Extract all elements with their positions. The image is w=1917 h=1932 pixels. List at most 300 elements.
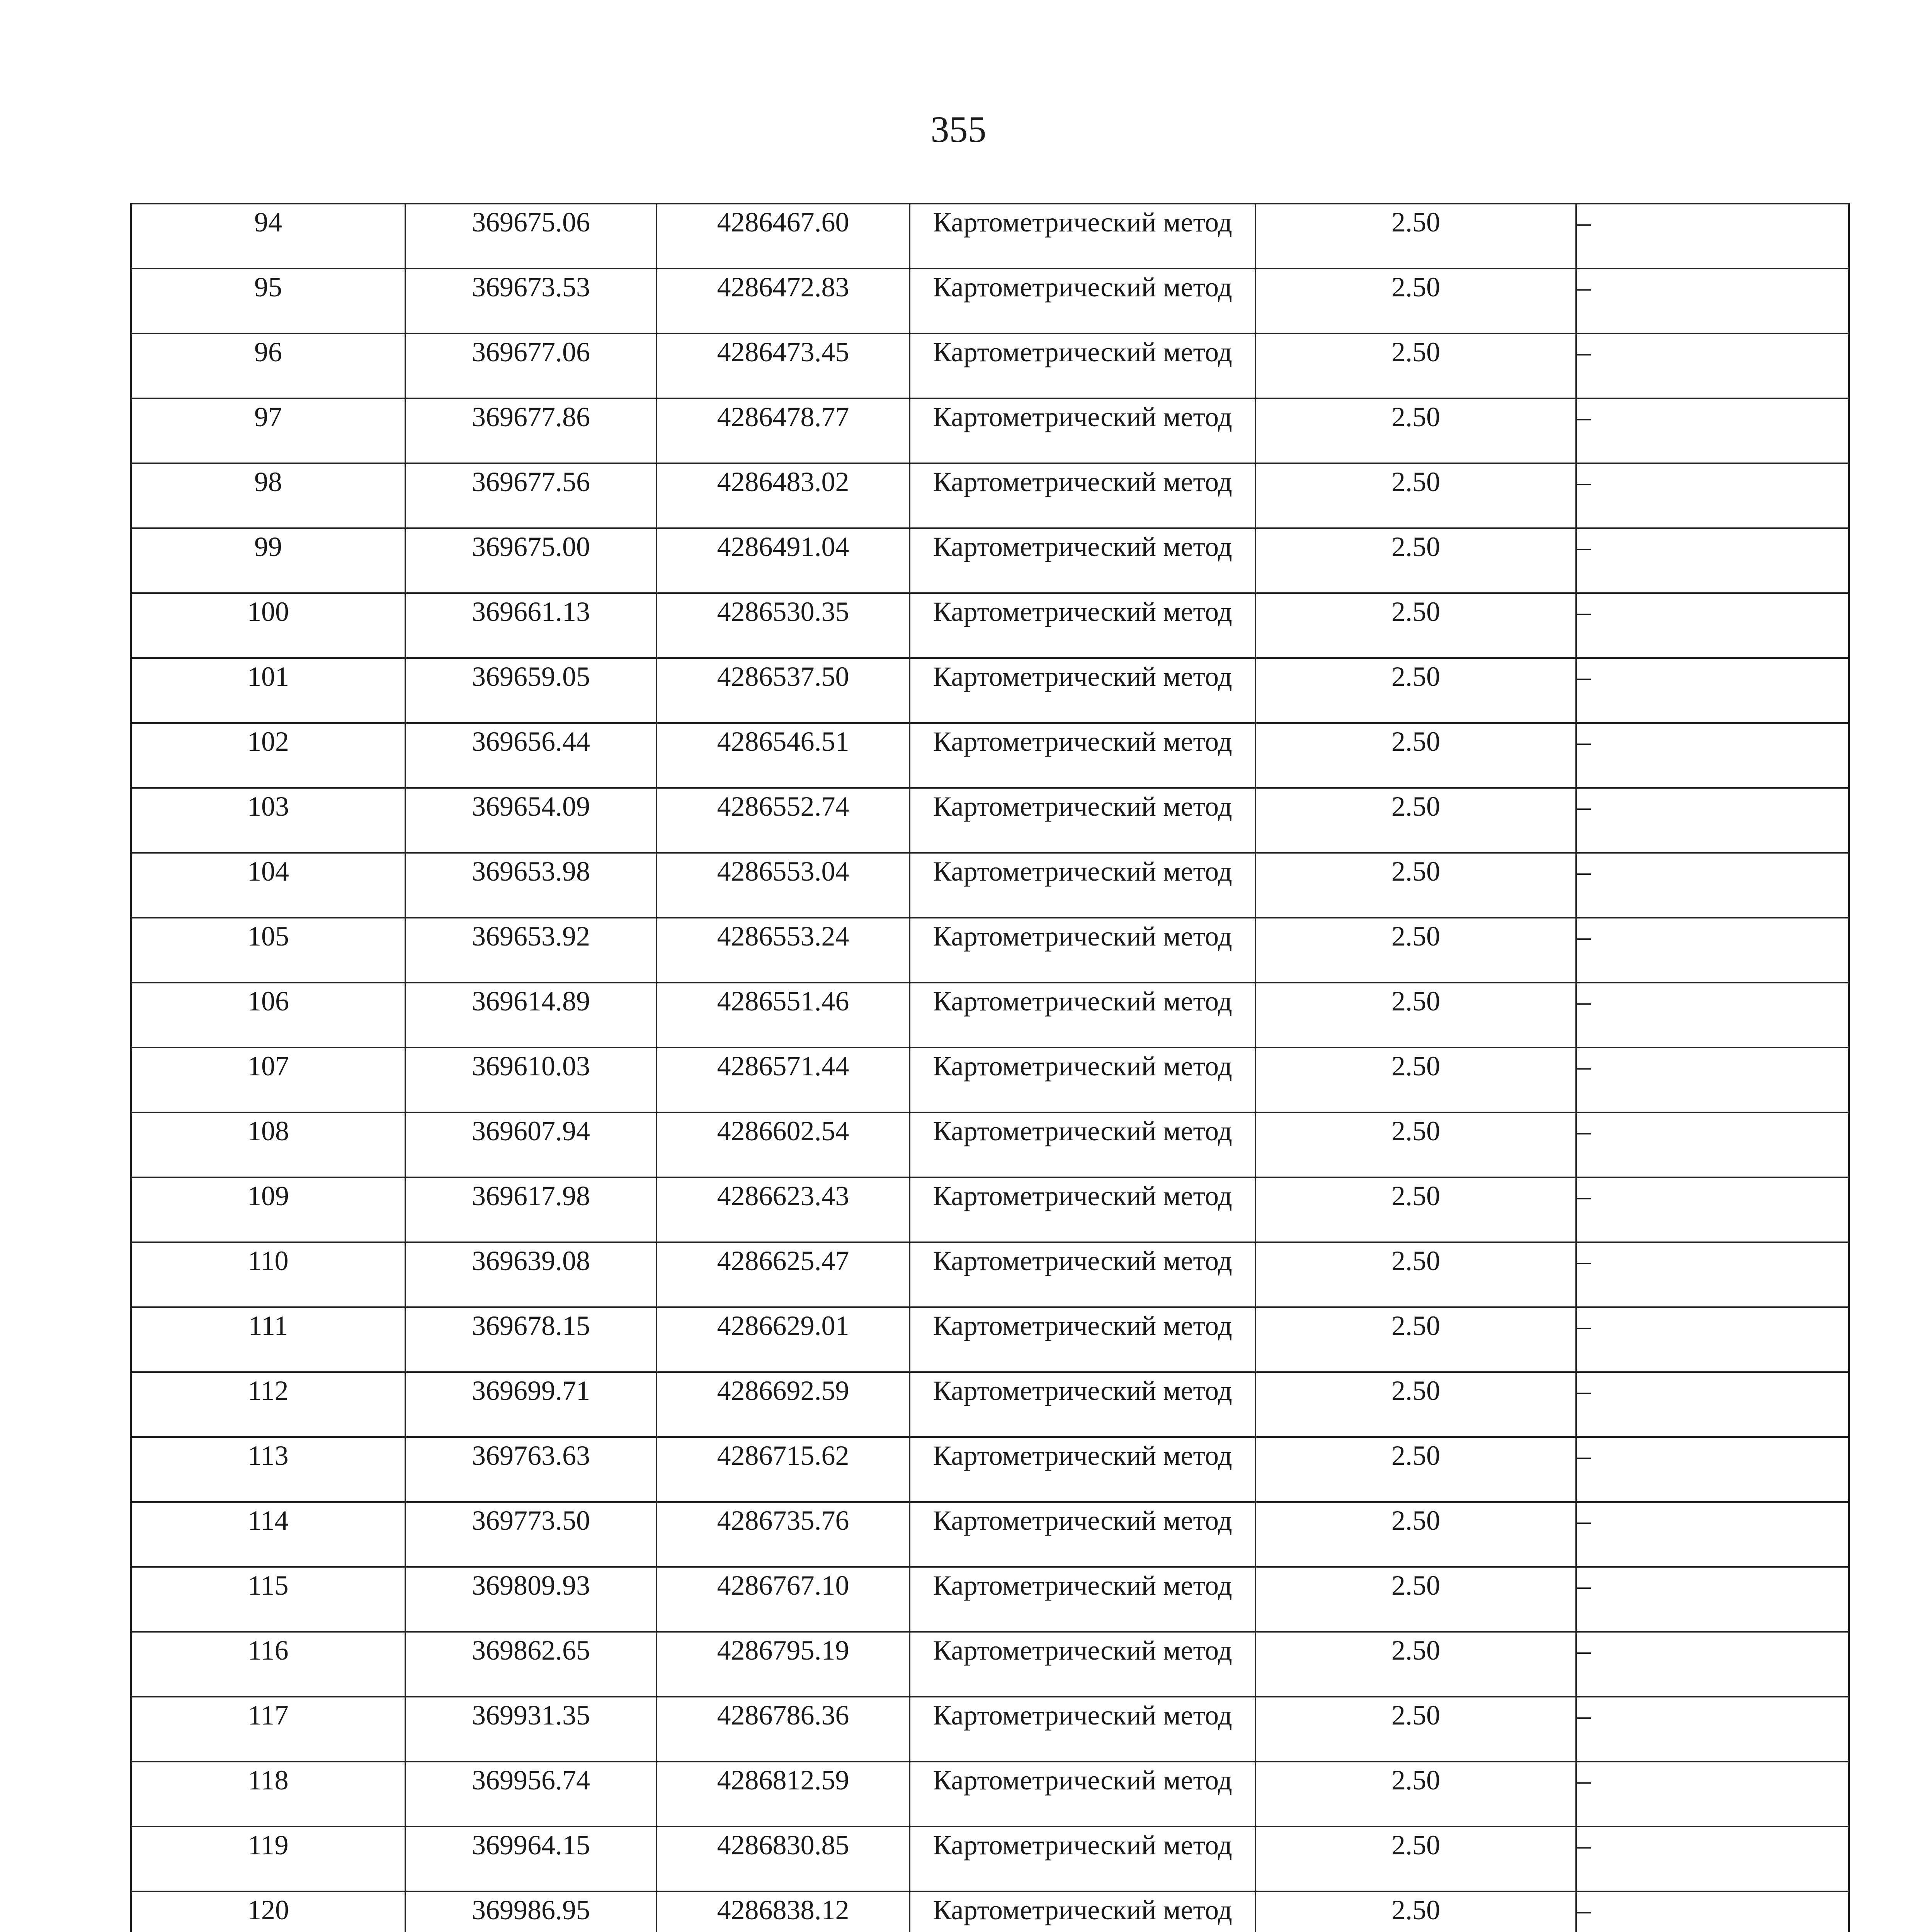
table-row xyxy=(131,1697,1849,1762)
table-row xyxy=(131,1891,1849,1932)
table-row xyxy=(131,1437,1849,1502)
accuracy-cell-text: 2.50 xyxy=(1391,791,1440,822)
y-coordinate-cell xyxy=(657,398,910,463)
point-number-cell-text: 104 xyxy=(247,856,289,887)
y-coordinate-cell xyxy=(657,1502,910,1567)
method-cell xyxy=(910,463,1255,528)
point-number-cell-text: 111 xyxy=(248,1310,288,1341)
accuracy-cell-text: 2.50 xyxy=(1391,1375,1440,1406)
method-cell xyxy=(910,1048,1255,1112)
table-row xyxy=(131,269,1849,333)
x-coordinate-cell xyxy=(405,1632,657,1697)
description-cell xyxy=(1576,1112,1849,1177)
point-number-cell xyxy=(131,269,405,333)
accuracy-cell-text: 2.50 xyxy=(1391,531,1440,562)
x-coordinate-cell-text: 369677.56 xyxy=(472,466,590,497)
y-coordinate-cell-text: 4286602.54 xyxy=(717,1116,849,1146)
y-coordinate-cell xyxy=(657,1242,910,1307)
y-coordinate-cell xyxy=(657,788,910,853)
x-coordinate-cell xyxy=(405,1502,657,1567)
description-cell xyxy=(1576,1242,1849,1307)
accuracy-cell xyxy=(1255,1437,1576,1502)
point-number-cell xyxy=(131,788,405,853)
table-row xyxy=(131,1177,1849,1242)
description-cell-text: – xyxy=(1577,661,1591,692)
accuracy-cell-text: 2.50 xyxy=(1391,596,1440,627)
point-number-cell xyxy=(131,1177,405,1242)
y-coordinate-cell xyxy=(657,918,910,983)
y-coordinate-cell-text: 4286553.04 xyxy=(717,856,849,887)
table-row xyxy=(131,918,1849,983)
x-coordinate-cell-text: 369964.15 xyxy=(472,1830,590,1861)
x-coordinate-cell-text: 369862.65 xyxy=(472,1635,590,1666)
table-row xyxy=(131,204,1849,269)
accuracy-cell-text: 2.50 xyxy=(1391,207,1440,238)
y-coordinate-cell xyxy=(657,723,910,788)
accuracy-cell xyxy=(1255,1827,1576,1891)
table-row xyxy=(131,1827,1849,1891)
description-cell-text: – xyxy=(1577,1765,1591,1796)
x-coordinate-cell-text: 369675.06 xyxy=(472,207,590,238)
description-cell-text: – xyxy=(1577,726,1591,757)
description-cell xyxy=(1576,463,1849,528)
y-coordinate-cell-text: 4286795.19 xyxy=(717,1635,849,1666)
description-cell-text: – xyxy=(1577,1440,1591,1471)
y-coordinate-cell-text: 4286530.35 xyxy=(717,596,849,627)
accuracy-cell-text: 2.50 xyxy=(1391,1310,1440,1341)
x-coordinate-cell xyxy=(405,658,657,723)
point-number-cell-text: 108 xyxy=(247,1116,289,1146)
method-cell xyxy=(910,1437,1255,1502)
method-cell xyxy=(910,723,1255,788)
method-cell-text: Картометрический метод xyxy=(933,272,1232,303)
accuracy-cell xyxy=(1255,918,1576,983)
table-row xyxy=(131,1242,1849,1307)
y-coordinate-cell-text: 4286767.10 xyxy=(717,1570,849,1601)
x-coordinate-cell-text: 369699.71 xyxy=(472,1375,590,1406)
point-number-cell xyxy=(131,398,405,463)
y-coordinate-cell-text: 4286623.43 xyxy=(717,1180,849,1211)
x-coordinate-cell-text: 369677.06 xyxy=(472,337,590,367)
point-number-cell xyxy=(131,528,405,593)
y-coordinate-cell xyxy=(657,463,910,528)
y-coordinate-cell xyxy=(657,983,910,1048)
x-coordinate-cell-text: 369956.74 xyxy=(472,1765,590,1796)
y-coordinate-cell xyxy=(657,1762,910,1827)
accuracy-cell-text: 2.50 xyxy=(1391,1830,1440,1861)
point-number-cell xyxy=(131,1307,405,1372)
accuracy-cell-text: 2.50 xyxy=(1391,1245,1440,1276)
table-row xyxy=(131,1112,1849,1177)
y-coordinate-cell-text: 4286692.59 xyxy=(717,1375,849,1406)
y-coordinate-cell xyxy=(657,333,910,398)
x-coordinate-cell xyxy=(405,1307,657,1372)
y-coordinate-cell-text: 4286537.50 xyxy=(717,661,849,692)
description-cell xyxy=(1576,658,1849,723)
method-cell-text: Картометрический метод xyxy=(933,337,1232,367)
point-number-cell xyxy=(131,983,405,1048)
accuracy-cell xyxy=(1255,1372,1576,1437)
point-number-cell xyxy=(131,853,405,918)
accuracy-cell-text: 2.50 xyxy=(1391,401,1440,432)
point-number-cell-text: 94 xyxy=(254,207,282,238)
description-cell-text: – xyxy=(1577,1116,1591,1146)
table-row xyxy=(131,1762,1849,1827)
page-number: 355 xyxy=(930,109,987,150)
method-cell-text: Картометрический метод xyxy=(933,1245,1232,1276)
method-cell-text: Картометрический метод xyxy=(933,1310,1232,1341)
method-cell-text: Картометрический метод xyxy=(933,1570,1232,1601)
x-coordinate-cell xyxy=(405,463,657,528)
method-cell xyxy=(910,1891,1255,1932)
accuracy-cell xyxy=(1255,1891,1576,1932)
method-cell-text: Картометрический метод xyxy=(933,466,1232,497)
accuracy-cell xyxy=(1255,463,1576,528)
y-coordinate-cell-text: 4286551.46 xyxy=(717,986,849,1017)
x-coordinate-cell-text: 369763.63 xyxy=(472,1440,590,1471)
description-cell-text: – xyxy=(1577,1635,1591,1666)
method-cell xyxy=(910,1567,1255,1632)
method-cell xyxy=(910,983,1255,1048)
y-coordinate-cell-text: 4286472.83 xyxy=(717,272,849,303)
point-number-cell-text: 101 xyxy=(247,661,289,692)
method-cell-text: Картометрический метод xyxy=(933,1051,1232,1082)
y-coordinate-cell xyxy=(657,1891,910,1932)
point-number-cell-text: 95 xyxy=(254,272,282,303)
accuracy-cell xyxy=(1255,723,1576,788)
y-coordinate-cell xyxy=(657,269,910,333)
accuracy-cell xyxy=(1255,1567,1576,1632)
y-coordinate-cell-text: 4286552.74 xyxy=(717,791,849,822)
x-coordinate-cell xyxy=(405,398,657,463)
x-coordinate-cell-text: 369675.00 xyxy=(472,531,590,562)
method-cell-text: Картометрический метод xyxy=(933,856,1232,887)
method-cell-text: Картометрический метод xyxy=(933,791,1232,822)
description-cell xyxy=(1576,1891,1849,1932)
method-cell-text: Картометрический метод xyxy=(933,401,1232,432)
method-cell-text: Картометрический метод xyxy=(933,207,1232,238)
y-coordinate-cell-text: 4286483.02 xyxy=(717,466,849,497)
accuracy-cell xyxy=(1255,1242,1576,1307)
x-coordinate-cell xyxy=(405,788,657,853)
method-cell-text: Картометрический метод xyxy=(933,661,1232,692)
description-cell xyxy=(1576,1307,1849,1372)
description-cell-text: – xyxy=(1577,337,1591,367)
point-number-cell-text: 118 xyxy=(248,1765,289,1796)
description-cell-text: – xyxy=(1577,986,1591,1017)
x-coordinate-cell xyxy=(405,1827,657,1891)
x-coordinate-cell-text: 369639.08 xyxy=(472,1245,590,1276)
point-number-cell-text: 109 xyxy=(247,1180,289,1211)
point-number-cell xyxy=(131,333,405,398)
x-coordinate-cell xyxy=(405,1762,657,1827)
method-cell-text: Картометрический метод xyxy=(933,1895,1232,1925)
accuracy-cell xyxy=(1255,1762,1576,1827)
point-number-cell xyxy=(131,1502,405,1567)
description-cell xyxy=(1576,1048,1849,1112)
method-cell-text: Картометрический метод xyxy=(933,1440,1232,1471)
accuracy-cell-text: 2.50 xyxy=(1391,466,1440,497)
x-coordinate-cell xyxy=(405,1567,657,1632)
description-cell xyxy=(1576,1762,1849,1827)
y-coordinate-cell-text: 4286812.59 xyxy=(717,1765,849,1796)
point-number-cell xyxy=(131,1891,405,1932)
accuracy-cell-text: 2.50 xyxy=(1391,921,1440,952)
x-coordinate-cell-text: 369653.92 xyxy=(472,921,590,952)
point-number-cell-text: 102 xyxy=(247,726,289,757)
description-cell-text: – xyxy=(1577,1245,1591,1276)
y-coordinate-cell xyxy=(657,204,910,269)
description-cell xyxy=(1576,1827,1849,1891)
x-coordinate-cell xyxy=(405,593,657,658)
method-cell xyxy=(910,853,1255,918)
method-cell xyxy=(910,1177,1255,1242)
accuracy-cell xyxy=(1255,269,1576,333)
point-number-cell xyxy=(131,918,405,983)
description-cell xyxy=(1576,853,1849,918)
method-cell xyxy=(910,528,1255,593)
accuracy-cell-text: 2.50 xyxy=(1391,1051,1440,1082)
x-coordinate-cell xyxy=(405,983,657,1048)
point-number-cell-text: 96 xyxy=(254,337,282,367)
method-cell-text: Картометрический метод xyxy=(933,986,1232,1017)
point-number-cell xyxy=(131,1372,405,1437)
description-cell xyxy=(1576,1502,1849,1567)
x-coordinate-cell xyxy=(405,333,657,398)
description-cell xyxy=(1576,1177,1849,1242)
point-number-cell-text: 100 xyxy=(247,596,289,627)
y-coordinate-cell xyxy=(657,1307,910,1372)
accuracy-cell xyxy=(1255,1697,1576,1762)
description-cell-text: – xyxy=(1577,1051,1591,1082)
point-number-cell xyxy=(131,593,405,658)
table-row xyxy=(131,593,1849,658)
description-cell-text: – xyxy=(1577,1375,1591,1406)
x-coordinate-cell-text: 369617.98 xyxy=(472,1180,590,1211)
x-coordinate-cell-text: 369678.15 xyxy=(472,1310,590,1341)
table-row xyxy=(131,528,1849,593)
y-coordinate-cell-text: 4286571.44 xyxy=(717,1051,849,1082)
coordinates-table-body xyxy=(131,204,1849,1932)
accuracy-cell xyxy=(1255,593,1576,658)
y-coordinate-cell-text: 4286629.01 xyxy=(717,1310,849,1341)
y-coordinate-cell-text: 4286625.47 xyxy=(717,1245,849,1276)
accuracy-cell xyxy=(1255,398,1576,463)
method-cell xyxy=(910,1632,1255,1697)
description-cell xyxy=(1576,1567,1849,1632)
table-row xyxy=(131,723,1849,788)
accuracy-cell xyxy=(1255,204,1576,269)
method-cell xyxy=(910,788,1255,853)
description-cell-text: – xyxy=(1577,791,1591,822)
accuracy-cell-text: 2.50 xyxy=(1391,856,1440,887)
x-coordinate-cell xyxy=(405,1437,657,1502)
y-coordinate-cell-text: 4286467.60 xyxy=(717,207,849,238)
x-coordinate-cell-text: 369656.44 xyxy=(472,726,590,757)
accuracy-cell-text: 2.50 xyxy=(1391,1765,1440,1796)
table-row xyxy=(131,1632,1849,1697)
table-row xyxy=(131,1567,1849,1632)
point-number-cell-text: 107 xyxy=(247,1051,289,1082)
point-number-cell xyxy=(131,204,405,269)
point-number-cell-text: 110 xyxy=(248,1245,289,1276)
y-coordinate-cell-text: 4286473.45 xyxy=(717,337,849,367)
method-cell xyxy=(910,658,1255,723)
method-cell-text: Картометрический метод xyxy=(933,1375,1232,1406)
description-cell xyxy=(1576,918,1849,983)
method-cell-text: Картометрический метод xyxy=(933,726,1232,757)
method-cell xyxy=(910,333,1255,398)
y-coordinate-cell xyxy=(657,1048,910,1112)
point-number-cell xyxy=(131,1437,405,1502)
x-coordinate-cell xyxy=(405,1242,657,1307)
accuracy-cell-text: 2.50 xyxy=(1391,1635,1440,1666)
method-cell xyxy=(910,1112,1255,1177)
accuracy-cell xyxy=(1255,658,1576,723)
x-coordinate-cell-text: 369931.35 xyxy=(472,1700,590,1731)
description-cell-text: – xyxy=(1577,272,1591,303)
table-row xyxy=(131,1048,1849,1112)
x-coordinate-cell xyxy=(405,1048,657,1112)
table-row xyxy=(131,788,1849,853)
point-number-cell-text: 98 xyxy=(254,466,282,497)
y-coordinate-cell xyxy=(657,853,910,918)
x-coordinate-cell-text: 369773.50 xyxy=(472,1505,590,1536)
y-coordinate-cell xyxy=(657,658,910,723)
description-cell xyxy=(1576,723,1849,788)
point-number-cell-text: 97 xyxy=(254,401,282,432)
description-cell-text: – xyxy=(1577,1700,1591,1731)
method-cell xyxy=(910,593,1255,658)
x-coordinate-cell xyxy=(405,528,657,593)
accuracy-cell-text: 2.50 xyxy=(1391,1570,1440,1601)
description-cell-text: – xyxy=(1577,1505,1591,1536)
method-cell-text: Картометрический метод xyxy=(933,1635,1232,1666)
description-cell xyxy=(1576,1697,1849,1762)
accuracy-cell xyxy=(1255,528,1576,593)
y-coordinate-cell xyxy=(657,593,910,658)
y-coordinate-cell-text: 4286546.51 xyxy=(717,726,849,757)
y-coordinate-cell xyxy=(657,528,910,593)
method-cell-text: Картометрический метод xyxy=(933,1180,1232,1211)
point-number-cell-text: 113 xyxy=(248,1440,289,1471)
x-coordinate-cell xyxy=(405,1372,657,1437)
table-row xyxy=(131,1372,1849,1437)
point-number-cell xyxy=(131,1048,405,1112)
accuracy-cell xyxy=(1255,1632,1576,1697)
method-cell xyxy=(910,1697,1255,1762)
method-cell-text: Картометрический метод xyxy=(933,1830,1232,1861)
method-cell xyxy=(910,1372,1255,1437)
table-row xyxy=(131,983,1849,1048)
method-cell xyxy=(910,398,1255,463)
x-coordinate-cell-text: 369654.09 xyxy=(472,791,590,822)
point-number-cell xyxy=(131,1697,405,1762)
x-coordinate-cell xyxy=(405,204,657,269)
point-number-cell-text: 103 xyxy=(247,791,289,822)
point-number-cell-text: 115 xyxy=(248,1570,289,1601)
description-cell xyxy=(1576,269,1849,333)
table-row xyxy=(131,853,1849,918)
accuracy-cell xyxy=(1255,1177,1576,1242)
x-coordinate-cell xyxy=(405,918,657,983)
accuracy-cell-text: 2.50 xyxy=(1391,337,1440,367)
point-number-cell-text: 116 xyxy=(248,1635,289,1666)
y-coordinate-cell-text: 4286715.62 xyxy=(717,1440,849,1471)
accuracy-cell-text: 2.50 xyxy=(1391,1180,1440,1211)
description-cell-text: – xyxy=(1577,466,1591,497)
coordinates-table xyxy=(130,203,1850,1932)
x-coordinate-cell-text: 369653.98 xyxy=(472,856,590,887)
accuracy-cell-text: 2.50 xyxy=(1391,1440,1440,1471)
y-coordinate-cell-text: 4286838.12 xyxy=(717,1895,849,1925)
y-coordinate-cell xyxy=(657,1177,910,1242)
method-cell xyxy=(910,1762,1255,1827)
y-coordinate-cell-text: 4286478.77 xyxy=(717,401,849,432)
method-cell xyxy=(910,1242,1255,1307)
x-coordinate-cell xyxy=(405,1697,657,1762)
description-cell-text: – xyxy=(1577,1570,1591,1601)
point-number-cell xyxy=(131,463,405,528)
table-row xyxy=(131,333,1849,398)
x-coordinate-cell-text: 369607.94 xyxy=(472,1116,590,1146)
description-cell xyxy=(1576,398,1849,463)
x-coordinate-cell-text: 369610.03 xyxy=(472,1051,590,1082)
description-cell-text: – xyxy=(1577,596,1591,627)
y-coordinate-cell-text: 4286735.76 xyxy=(717,1505,849,1536)
x-coordinate-cell xyxy=(405,1177,657,1242)
y-coordinate-cell-text: 4286786.36 xyxy=(717,1700,849,1731)
x-coordinate-cell xyxy=(405,1891,657,1932)
x-coordinate-cell-text: 369661.13 xyxy=(472,596,590,627)
accuracy-cell-text: 2.50 xyxy=(1391,661,1440,692)
x-coordinate-cell-text: 369659.05 xyxy=(472,661,590,692)
description-cell-text: – xyxy=(1577,207,1591,238)
y-coordinate-cell xyxy=(657,1827,910,1891)
method-cell-text: Картометрический метод xyxy=(933,921,1232,952)
accuracy-cell xyxy=(1255,853,1576,918)
description-cell xyxy=(1576,983,1849,1048)
description-cell-text: – xyxy=(1577,1895,1591,1925)
description-cell-text: – xyxy=(1577,531,1591,562)
accuracy-cell-text: 2.50 xyxy=(1391,1700,1440,1731)
x-coordinate-cell-text: 369809.93 xyxy=(472,1570,590,1601)
point-number-cell-text: 106 xyxy=(247,986,289,1017)
accuracy-cell xyxy=(1255,1307,1576,1372)
method-cell xyxy=(910,269,1255,333)
x-coordinate-cell xyxy=(405,269,657,333)
x-coordinate-cell-text: 369986.95 xyxy=(472,1895,590,1925)
accuracy-cell-text: 2.50 xyxy=(1391,1116,1440,1146)
y-coordinate-cell-text: 4286830.85 xyxy=(717,1830,849,1861)
description-cell xyxy=(1576,333,1849,398)
x-coordinate-cell-text: 369614.89 xyxy=(472,986,590,1017)
point-number-cell xyxy=(131,1827,405,1891)
method-cell-text: Картометрический метод xyxy=(933,1505,1232,1536)
accuracy-cell xyxy=(1255,1048,1576,1112)
point-number-cell xyxy=(131,658,405,723)
description-cell xyxy=(1576,204,1849,269)
table-row xyxy=(131,1307,1849,1372)
method-cell xyxy=(910,204,1255,269)
description-cell-text: – xyxy=(1577,921,1591,952)
point-number-cell xyxy=(131,1242,405,1307)
point-number-cell-text: 112 xyxy=(248,1375,289,1406)
y-coordinate-cell xyxy=(657,1632,910,1697)
x-coordinate-cell-text: 369677.86 xyxy=(472,401,590,432)
accuracy-cell xyxy=(1255,788,1576,853)
description-cell xyxy=(1576,1372,1849,1437)
